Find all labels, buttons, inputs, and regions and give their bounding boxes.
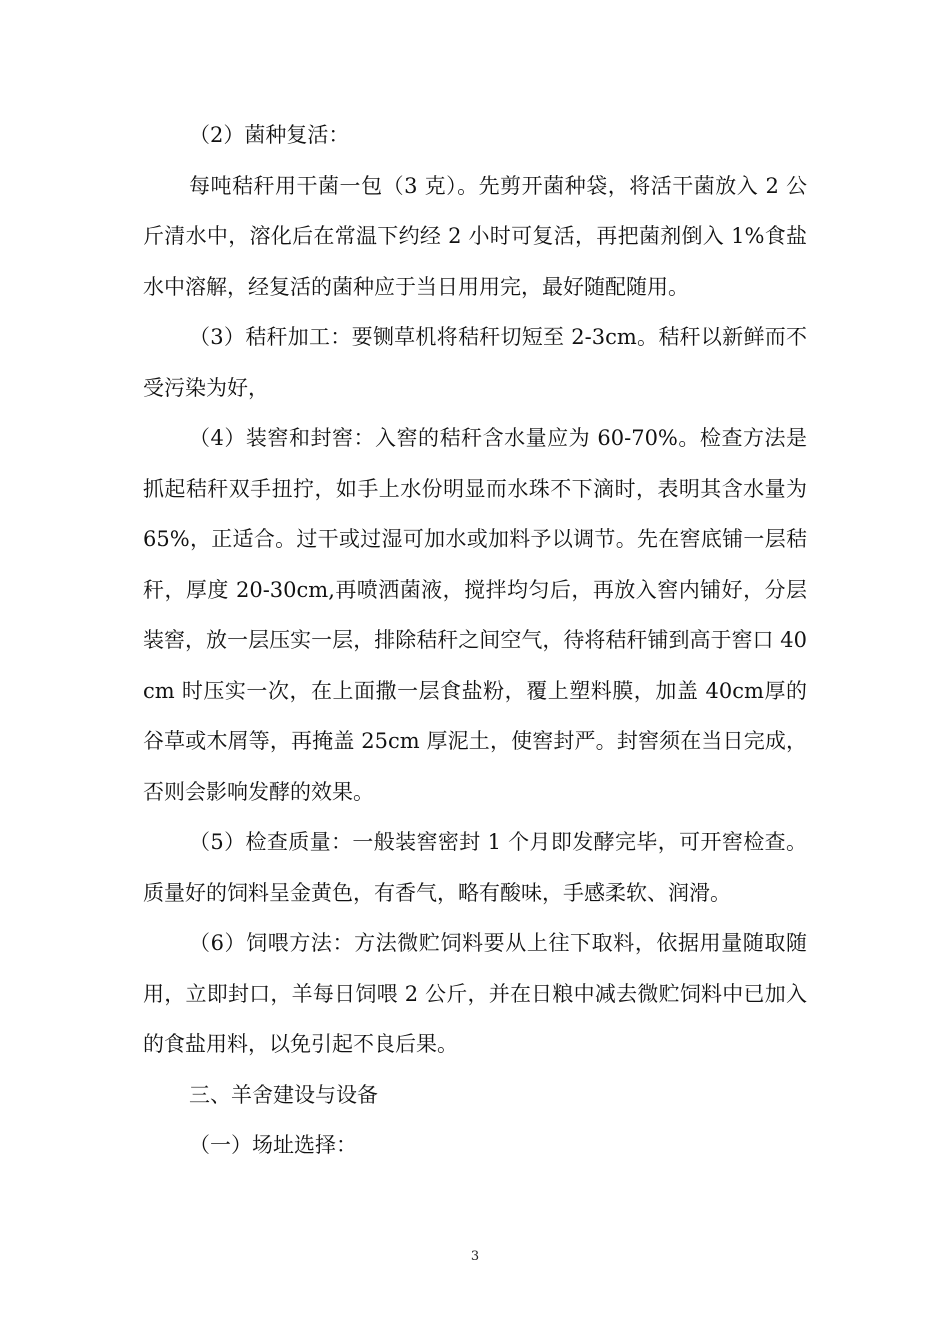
subsection-heading-site-selection: （一）场址选择： bbox=[189, 1133, 357, 1157]
paragraph-cellar-loading: （4）装窖和封窖：入窖的秸秆含水量应为 60-70%。检查方法是抓起秸秆双手扭拧，如手上水份明显而水珠不下滴时，表明其含水量为 65%，正适合。过干或过湿可加水或加料予以调节。先在窖底铺一层秸秆，厚度 20-30cm,再喷洒菌液，搅拌均匀后，再放入窖内铺好，分层装窖，放一层压实一层，排除秸秆之间空气，待将秸秆铺到高于窖口 40cm 时压实一次，在上面撒一层食盐粉，覆上塑料膜，加盖 40cm厚的谷草或木屑等，再掩盖 25cm 厚泥土，使窖封严。封窖须在当日完成，否则会影响发酵的效果。 bbox=[143, 426, 807, 804]
page-number: 3 bbox=[470, 1249, 480, 1264]
paragraph-feeding-method: （6）饲喂方法：方法微贮饲料要从上往下取料，依据用量随取随用，立即封口，羊每日饲喂 2 公斤，并在日粮中减去微贮饲料中已加入的食盐用料，以免引起不良后果。 bbox=[143, 931, 807, 1056]
paragraph-quality-check: （5）检查质量：一般装窖密封 1 个月即发酵完毕，可开窖检查。质量好的饲料呈金黄色，有香气，略有酸味，手感柔软、润滑。 bbox=[143, 830, 807, 905]
subheading-strain-revival: （2）菌种复活： bbox=[189, 123, 350, 147]
section-heading-sheep-house: 三、羊舍建设与设备 bbox=[189, 1082, 378, 1107]
paragraph-straw-processing: （3）秸秆加工：要铡草机将秸秆切短至 2-3cm。秸秆以新鲜而不受污染为好， bbox=[143, 325, 807, 400]
paragraph-strain-revival: 每吨秸秆用干菌一包（3 克）。先剪开菌种袋，将活干菌放入 2 公斤清水中，溶化后在常温下约经 2 小时可复活，再把菌剂倒入 1%食盐水中溶解，经复活的菌种应于当日用用完，最好随配随用。 bbox=[143, 173, 807, 299]
page-body bbox=[143, 110, 807, 1171]
